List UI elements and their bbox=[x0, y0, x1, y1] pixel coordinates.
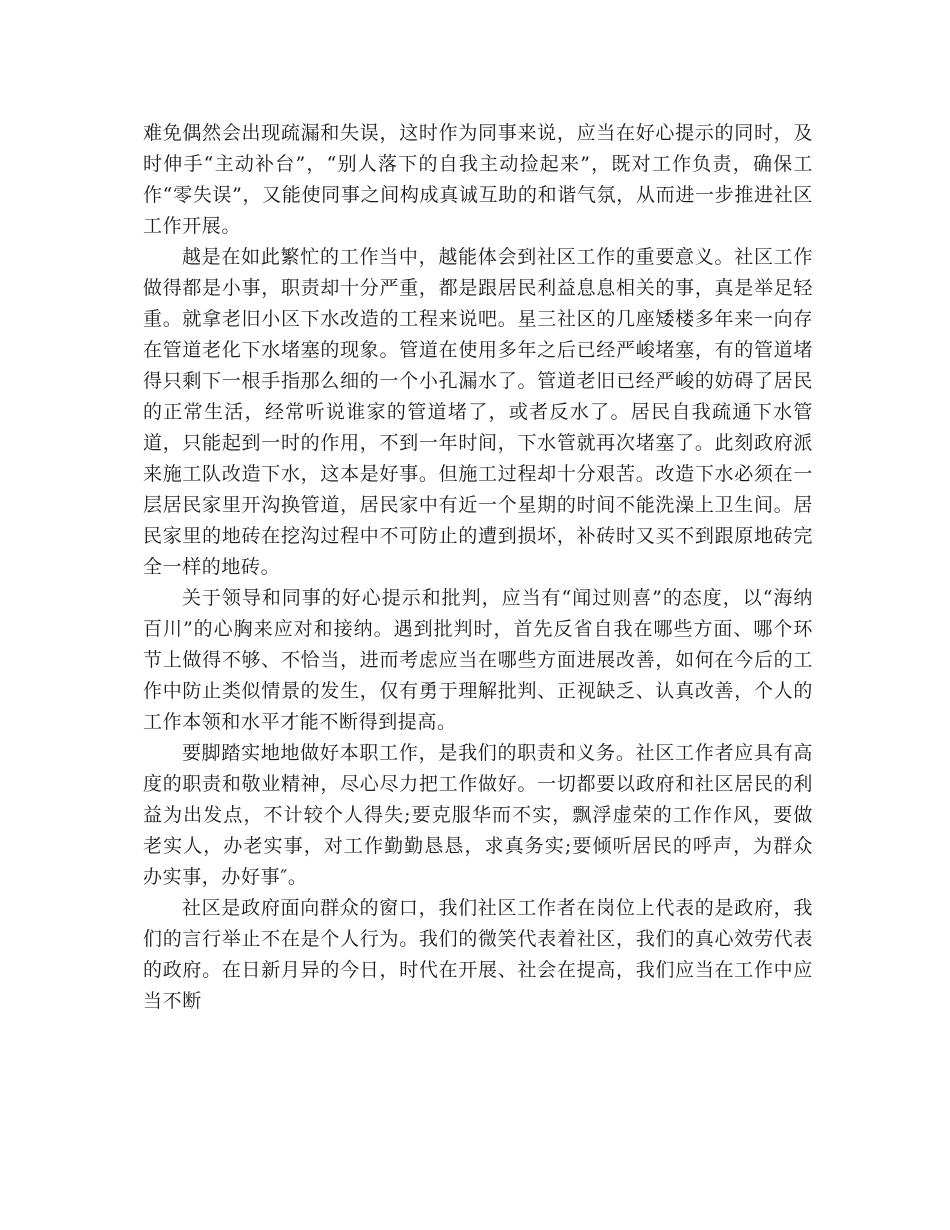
paragraph-4: 要脚踏实地地做好本职工作，是我们的职责和义务。社区工作者应具有高度的职责和敬业精神，尽心尽力把工作做好。一切都要以政府和社区居民的利益为出发点，不计较个人得失;要克服华而不实，飘浮虚荣的工作作风，要做老实人，办老实事，对工作勤勤恳恳，求真务实;要倾听居民的呼声，为群众办实事，办好事″。 bbox=[143, 742, 813, 888]
paragraph-1: 难免偶然会出现疏漏和失误，这时作为同事来说，应当在好心提示的同时，及时伸手“主动补台”，“别人落下的自我主动捡起来”，既对工作负责，确保工作“零失误”，又能使同事之间构成真诚互助的和谐气氛，从而进一步推进社区工作开展。 bbox=[143, 122, 813, 237]
document-body bbox=[143, 118, 813, 1017]
paragraph-2: 越是在如此繁忙的工作当中，越能体会到社区工作的重要意义。社区工作做得都是小事，职责却十分严重，都是跟居民利益息息相关的事，真是举足轻重。就拿老旧小区下水改造的工程来说吧。星三社区的几座矮楼多年来一向存在管道老化下水堵塞的现象。管道在使用多年之后已经严峻堵塞，有的管道堵得只剩下一根手指那么细的一个小孔漏水了。管道老旧已经严峻的妨碍了居民的正常生活，经常听说谁家的管道堵了，或者反水了。居民自我疏通下水管道，只能起到一时的作用，不到一年时间，下水管就再次堵塞了。此刻政府派来施工队改造下水，这本是好事。但施工过程却十分艰苦。改造下水必须在一层居民家里开沟换管道，居民家中有近一个星期的时间不能洗澡上卫生间。居民家里的地砖在挖沟过程中不可防止的遭到损坏，补砖时又买不到跟原地砖完全一样的地砖。 bbox=[143, 246, 813, 578]
paragraph-5: 社区是政府面向群众的窗口，我们社区工作者在岗位上代表的是政府，我们的言行举止不在是个人行为。我们的微笑代表着社区，我们的真心效劳代表的政府。在日新月异的今日，时代在开展、社会在提高，我们应当在工作中应当不断 bbox=[143, 897, 813, 1012]
paragraph-3: 关于领导和同事的好心提示和批判，应当有“闻过则喜”的态度，以“海纳百川”的心胸来应对和接纳。遇到批判时，首先反省自我在哪些方面、哪个环节上做得不够、不恰当，进而考虑应当在哪些方面进展改善，如何在今后的工作中防止类似情景的发生，仅有勇于理解批判、正视缺乏、认真改善，个人的工作本领和水平才能不断得到提高。 bbox=[143, 587, 813, 733]
